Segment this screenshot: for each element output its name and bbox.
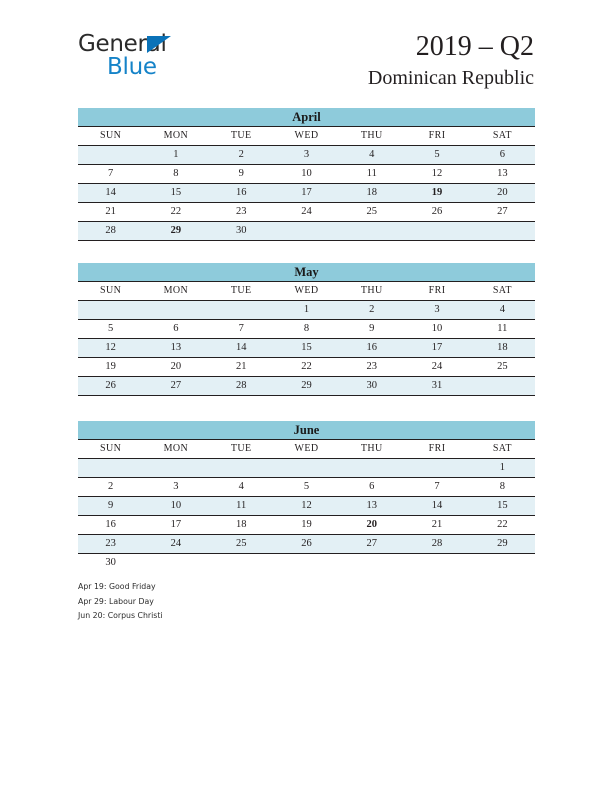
day-cell[interactable]: 16 xyxy=(339,339,404,358)
day-cell[interactable]: 8 xyxy=(143,165,208,184)
calendar-table xyxy=(78,440,535,572)
day-cell[interactable]: 21 xyxy=(78,203,143,222)
day-cell-empty xyxy=(274,459,339,478)
weekday-header-wed: WED xyxy=(274,282,339,301)
day-cell[interactable]: 9 xyxy=(209,165,274,184)
day-cell-empty xyxy=(209,459,274,478)
day-cell[interactable]: 3 xyxy=(404,301,469,320)
holiday-note: Apr 29: Labour Day xyxy=(78,596,154,606)
week-row xyxy=(78,459,535,478)
weekday-header-sat: SAT xyxy=(470,127,535,146)
day-cell[interactable]: 2 xyxy=(209,146,274,165)
month-title-band xyxy=(78,263,535,282)
weekday-header-thu: THU xyxy=(339,127,404,146)
week-row xyxy=(78,478,535,497)
day-cell[interactable]: 25 xyxy=(339,203,404,222)
day-cell-empty xyxy=(143,554,208,573)
day-cell[interactable]: 4 xyxy=(470,301,535,320)
day-cell[interactable]: 2 xyxy=(78,478,143,497)
day-cell[interactable]: 26 xyxy=(274,535,339,554)
day-cell[interactable]: 10 xyxy=(274,165,339,184)
weekday-header-sun: SUN xyxy=(78,282,143,301)
weekday-header-sat: SAT xyxy=(470,440,535,459)
day-cell[interactable]: 22 xyxy=(470,516,535,535)
weekday-header-sun: SUN xyxy=(78,127,143,146)
day-cell-holiday[interactable]: 20 xyxy=(339,516,404,535)
day-cell[interactable]: 19 xyxy=(274,516,339,535)
month-block-may xyxy=(78,263,535,396)
day-cell[interactable]: 7 xyxy=(78,165,143,184)
calendar-table xyxy=(78,127,535,241)
day-cell[interactable]: 29 xyxy=(274,377,339,396)
week-row xyxy=(78,320,535,339)
day-cell[interactable]: 5 xyxy=(404,146,469,165)
month-name: June xyxy=(293,423,320,437)
day-cell[interactable]: 4 xyxy=(209,478,274,497)
day-cell[interactable]: 17 xyxy=(404,339,469,358)
day-cell[interactable]: 13 xyxy=(470,165,535,184)
day-cell-empty xyxy=(143,459,208,478)
day-cell[interactable]: 13 xyxy=(339,497,404,516)
weekday-header-row xyxy=(78,440,535,459)
day-cell[interactable]: 12 xyxy=(78,339,143,358)
holiday-note: Apr 19: Good Friday xyxy=(78,582,156,591)
day-cell[interactable]: 5 xyxy=(274,478,339,497)
weekday-header-row xyxy=(78,127,535,146)
day-cell[interactable]: 10 xyxy=(404,320,469,339)
day-cell-empty xyxy=(470,554,535,573)
weekday-header-fri: FRI xyxy=(404,440,469,459)
holiday-note: Jun 20: Corpus Christi xyxy=(78,611,163,621)
day-cell[interactable]: 28 xyxy=(404,535,469,554)
day-cell-empty xyxy=(404,554,469,573)
day-cell[interactable]: 20 xyxy=(470,184,535,203)
day-cell-empty xyxy=(143,301,208,320)
day-cell[interactable]: 13 xyxy=(143,339,208,358)
week-row xyxy=(78,222,535,241)
day-cell[interactable]: 31 xyxy=(404,377,469,396)
day-cell[interactable]: 11 xyxy=(339,165,404,184)
day-cell[interactable]: 14 xyxy=(209,339,274,358)
day-cell[interactable]: 25 xyxy=(470,358,535,377)
day-cell[interactable]: 23 xyxy=(78,535,143,554)
day-cell-holiday[interactable]: 29 xyxy=(143,222,208,241)
day-cell[interactable]: 5 xyxy=(78,320,143,339)
day-cell[interactable]: 4 xyxy=(339,146,404,165)
day-cell[interactable]: 24 xyxy=(143,535,208,554)
triangle-icon xyxy=(147,36,171,53)
day-cell[interactable]: 27 xyxy=(339,535,404,554)
weekday-header-wed: WED xyxy=(274,127,339,146)
month-title-band xyxy=(78,108,535,127)
week-row xyxy=(78,165,535,184)
day-cell-empty xyxy=(209,554,274,573)
day-cell[interactable]: 28 xyxy=(209,377,274,396)
week-row xyxy=(78,358,535,377)
day-cell[interactable]: 23 xyxy=(339,358,404,377)
weekday-header-tue: TUE xyxy=(209,440,274,459)
day-cell[interactable]: 9 xyxy=(78,497,143,516)
week-row xyxy=(78,554,535,573)
day-cell[interactable]: 26 xyxy=(404,203,469,222)
day-cell[interactable]: 24 xyxy=(274,203,339,222)
title-block xyxy=(214,30,534,91)
day-cell[interactable]: 6 xyxy=(143,320,208,339)
day-cell[interactable]: 27 xyxy=(143,377,208,396)
day-cell-empty xyxy=(274,222,339,241)
week-row xyxy=(78,516,535,535)
day-cell[interactable]: 30 xyxy=(78,554,143,573)
day-cell[interactable]: 8 xyxy=(470,478,535,497)
day-cell[interactable]: 9 xyxy=(339,320,404,339)
weekday-header-sat: SAT xyxy=(470,282,535,301)
day-cell[interactable]: 25 xyxy=(209,535,274,554)
day-cell[interactable]: 22 xyxy=(274,358,339,377)
day-cell[interactable]: 18 xyxy=(209,516,274,535)
day-cell[interactable]: 18 xyxy=(470,339,535,358)
day-cell[interactable]: 21 xyxy=(404,516,469,535)
month-name: April xyxy=(292,110,321,124)
month-name: May xyxy=(294,265,319,279)
weekday-header-fri: FRI xyxy=(404,282,469,301)
day-cell[interactable]: 14 xyxy=(404,497,469,516)
week-row xyxy=(78,497,535,516)
day-cell[interactable]: 16 xyxy=(78,516,143,535)
weekday-header-mon: MON xyxy=(143,127,208,146)
day-cell-empty xyxy=(404,459,469,478)
day-cell[interactable]: 19 xyxy=(78,358,143,377)
day-cell[interactable]: 15 xyxy=(274,339,339,358)
day-cell[interactable]: 1 xyxy=(470,459,535,478)
day-cell[interactable]: 26 xyxy=(78,377,143,396)
day-cell[interactable]: 24 xyxy=(404,358,469,377)
holiday-notes xyxy=(78,580,478,624)
day-cell[interactable]: 12 xyxy=(404,165,469,184)
week-row xyxy=(78,301,535,320)
day-cell-empty xyxy=(274,554,339,573)
day-cell-empty xyxy=(78,301,143,320)
page-subtitle: Dominican Republic xyxy=(367,67,534,89)
day-cell[interactable]: 11 xyxy=(470,320,535,339)
day-cell[interactable]: 27 xyxy=(470,203,535,222)
day-cell[interactable]: 10 xyxy=(143,497,208,516)
weekday-header-mon: MON xyxy=(143,440,208,459)
weekday-header-thu: THU xyxy=(339,440,404,459)
day-cell[interactable]: 20 xyxy=(143,358,208,377)
day-cell[interactable]: 21 xyxy=(209,358,274,377)
day-cell-empty xyxy=(404,222,469,241)
day-cell-empty xyxy=(339,222,404,241)
weekday-header-sun: SUN xyxy=(78,440,143,459)
logo-word-blue: Blue xyxy=(107,54,157,80)
weekday-header-tue: TUE xyxy=(209,127,274,146)
day-cell[interactable]: 18 xyxy=(339,184,404,203)
weekday-header-mon: MON xyxy=(143,282,208,301)
day-cell[interactable]: 28 xyxy=(78,222,143,241)
month-block-april xyxy=(78,108,535,241)
day-cell[interactable]: 1 xyxy=(274,301,339,320)
day-cell[interactable]: 12 xyxy=(274,497,339,516)
day-cell-empty xyxy=(339,554,404,573)
day-cell-empty xyxy=(470,377,535,396)
day-cell[interactable]: 2 xyxy=(339,301,404,320)
day-cell[interactable]: 6 xyxy=(470,146,535,165)
day-cell-empty xyxy=(470,222,535,241)
day-cell[interactable]: 23 xyxy=(209,203,274,222)
day-cell[interactable]: 15 xyxy=(143,184,208,203)
day-cell-empty xyxy=(78,459,143,478)
week-row xyxy=(78,146,535,165)
day-cell[interactable]: 3 xyxy=(274,146,339,165)
logo-word-general: General xyxy=(78,31,167,57)
day-cell[interactable]: 11 xyxy=(209,497,274,516)
day-cell-holiday[interactable]: 19 xyxy=(404,184,469,203)
day-cell[interactable]: 16 xyxy=(209,184,274,203)
day-cell[interactable]: 29 xyxy=(470,535,535,554)
page-title: 2019 – Q2 xyxy=(415,31,534,62)
week-row xyxy=(78,535,535,554)
weekday-header-row xyxy=(78,282,535,301)
day-cell[interactable]: 14 xyxy=(78,184,143,203)
calendar-table xyxy=(78,282,535,396)
week-row xyxy=(78,184,535,203)
day-cell[interactable]: 7 xyxy=(404,478,469,497)
day-cell[interactable]: 15 xyxy=(470,497,535,516)
day-cell[interactable]: 8 xyxy=(274,320,339,339)
day-cell[interactable]: 22 xyxy=(143,203,208,222)
week-row xyxy=(78,203,535,222)
weekday-header-wed: WED xyxy=(274,440,339,459)
weekday-header-thu: THU xyxy=(339,282,404,301)
day-cell[interactable]: 1 xyxy=(143,146,208,165)
page-header xyxy=(0,0,612,100)
weekday-header-tue: TUE xyxy=(209,282,274,301)
week-row xyxy=(78,377,535,396)
day-cell[interactable]: 6 xyxy=(339,478,404,497)
day-cell-empty xyxy=(209,301,274,320)
month-block-june xyxy=(78,421,535,572)
weekday-header-fri: FRI xyxy=(404,127,469,146)
week-row xyxy=(78,339,535,358)
day-cell[interactable]: 7 xyxy=(209,320,274,339)
day-cell-empty xyxy=(78,146,143,165)
day-cell[interactable]: 30 xyxy=(339,377,404,396)
day-cell-empty xyxy=(339,459,404,478)
day-cell[interactable]: 3 xyxy=(143,478,208,497)
month-title-band xyxy=(78,421,535,440)
day-cell[interactable]: 17 xyxy=(274,184,339,203)
day-cell[interactable]: 30 xyxy=(209,222,274,241)
day-cell[interactable]: 17 xyxy=(143,516,208,535)
